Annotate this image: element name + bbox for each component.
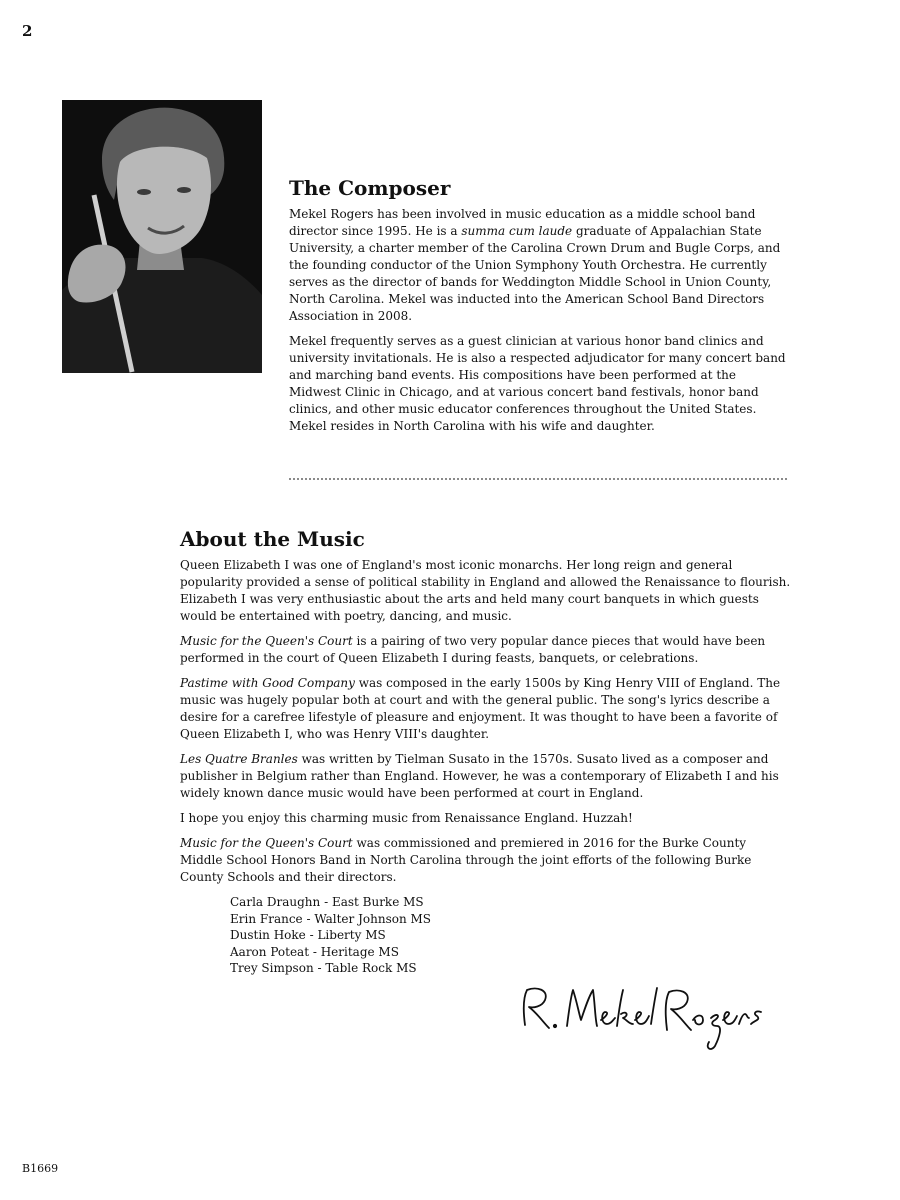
music-paragraph-5: I hope you enjoy this charming music from Renaissance England. Huzzah!	[180, 811, 633, 825]
composer-heading: The Composer	[289, 176, 451, 200]
music-paragraph-3: Pastime with Good Company was composed in the early 1500s by King Henry VIII of England. The music was hugely popular both at court and with the general public. The song's lyrics describe a desire for a carefree lifestyle of pleasure and enjoyment. It was thought to have been a favorite of Queen Elizabeth I, who was Henry VIII's daughter.	[180, 676, 781, 741]
list-item: Carla Draughn - East Burke MS	[230, 895, 424, 909]
list-item: Dustin Hoke - Liberty MS	[230, 928, 386, 942]
composer-section	[289, 176, 789, 443]
list-item: Aaron Poteat - Heritage MS	[230, 944, 399, 959]
catalog-number: B1669	[22, 1162, 59, 1175]
composer-paragraph-1: Mekel Rogers has been involved in music education as a middle school band director since 1995. He is a summa cum laude graduate of Appalachian State University, a charter member of the Carolina Crown Drum and Bugle Corps, and the founding conductor of the Union Symphony Youth Orchestra. He currently serves as the director of bands for Weddington Middle School in Union County, North Carolina. Mekel was inducted into the American School Band Directors Association in 2008.	[289, 207, 781, 323]
music-paragraph-1: Queen Elizabeth I was one of England's most iconic monarchs. Her long reign and general popularity provided a sense of political stability in England and allowed the Renaissance to flourish. Elizabeth I was very enthusiastic about the arts and held many court banquets in which guests would be entertained with poetry, dancing, and music.	[180, 558, 791, 623]
list-item: Trey Simpson - Table Rock MS	[230, 961, 417, 975]
composer-photo	[62, 100, 262, 373]
about-music-heading: About the Music	[180, 527, 365, 551]
about-music-section	[180, 527, 792, 977]
directors-list	[230, 894, 792, 977]
composer-paragraph-2: Mekel frequently serves as a guest clinician at various honor band clinics and university invitationals. He is also a respected adjudicator for many concert band and marching band events. His compositions have been performed at the Midwest Clinic in Chicago, and at various concert band festivals, honor band clinics, and other music educator conferences throughout the United States. Mekel resides in North Carolina with his wife and daughter.	[289, 334, 786, 433]
composer-signature	[515, 980, 765, 1052]
list-item: Erin France - Walter Johnson MS	[230, 911, 432, 926]
music-paragraph-6: Music for the Queen's Court was commissioned and premiered in 2016 for the Burke County Middle School Honors Band in North Carolina through the joint efforts of the following Burke County Schools and their directors.	[180, 836, 752, 884]
music-paragraph-4: Les Quatre Branles was written by Tielman Susato in the 1570s. Susato lived as a composer and publisher in Belgium rather than England. However, he was a contemporary of Elizabeth I and his widely known dance music would have been performed at court in England.	[180, 752, 779, 800]
music-paragraph-2: Music for the Queen's Court is a pairing of two very popular dance pieces that would have been performed in the court of Queen Elizabeth I during feasts, banquets, or celebrations.	[180, 634, 766, 665]
section-divider	[289, 478, 787, 480]
page-number: 2	[22, 22, 33, 40]
